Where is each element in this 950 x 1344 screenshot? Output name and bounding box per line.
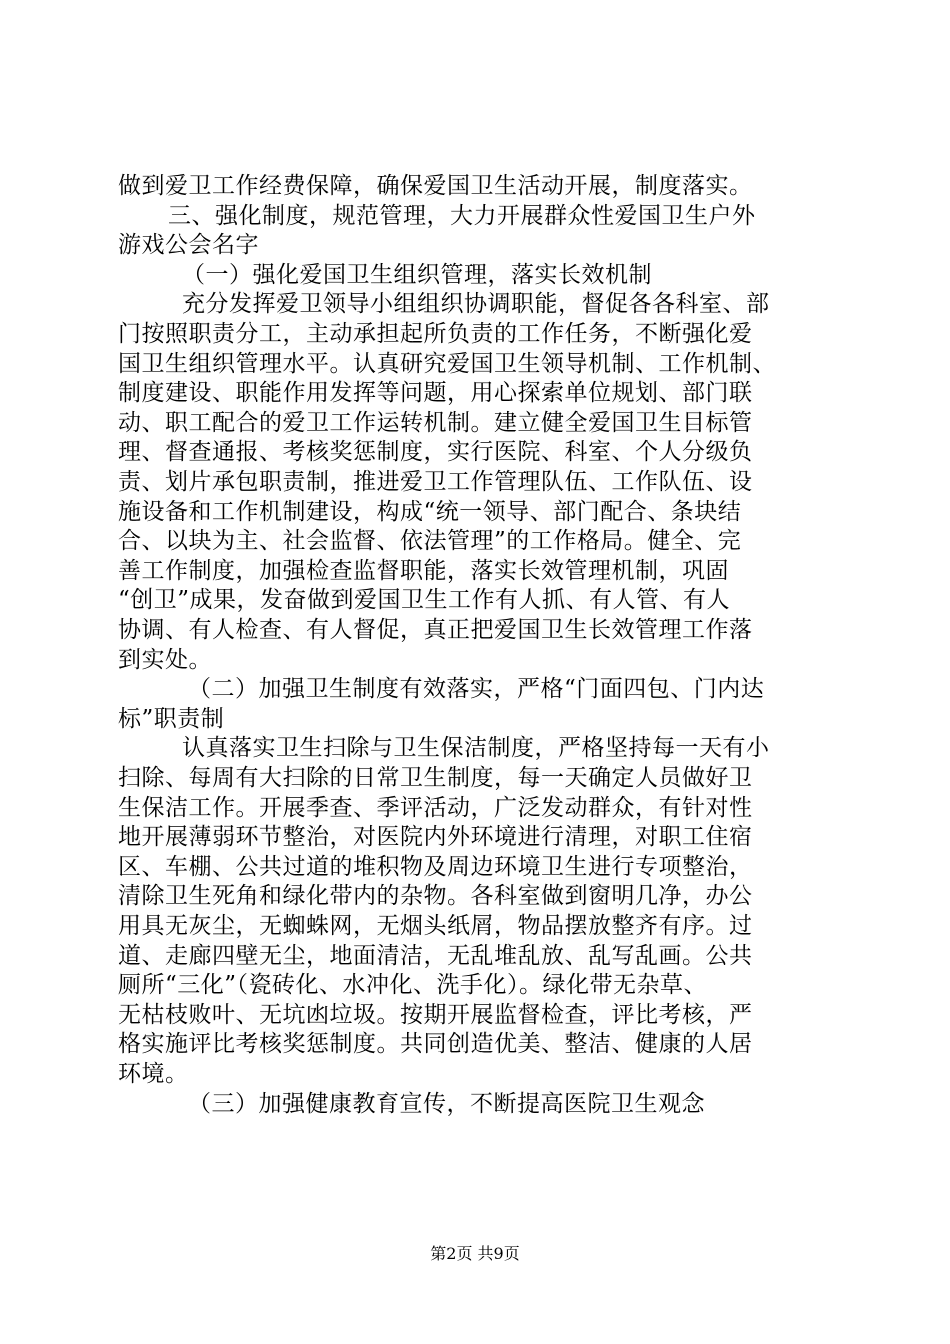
text-line: 到实处。 [118,647,212,673]
text-line: 制度建设、职能作用发挥等问题，用心探索单位规划、部门联 [118,380,753,406]
text-line: 责、划片承包职责制，推进爱卫工作管理队伍、工作队伍、设 [118,469,753,495]
subsection-heading: （二）加强卫生制度有效落实，严格“门面四包、门内达 [188,676,765,702]
section-heading-continued: 游戏公会名字 [118,232,259,258]
text-line: 协调、有人检查、有人督促，真正把爱国卫生长效管理工作落 [118,617,753,643]
text-line: 生保洁工作。开展季查、季评活动，广泛发动群众，有针对性 [118,795,753,821]
text-line: 无枯枝败叶、无坑凼垃圾。按期开展监督检查，评比考核，严 [118,1002,753,1028]
text-line: 认真落实卫生扫除与卫生保洁制度，严格坚持每一天有小 [182,735,770,761]
text-line: 地开展薄弱环节整治，对医院内外环境进行清理，对职工住宿 [118,824,753,850]
text-line: 环境。 [118,1061,189,1087]
text-line: 做到爱卫工作经费保障，确保爱国卫生活动开展，制度落实。 [118,173,753,199]
text-line: 用具无灰尘，无蜘蛛网，无烟头纸屑，物品摆放整齐有序。过 [118,913,753,939]
text-line: 合、以块为主、社会监督、依法管理”的工作格局。健全、完 [118,528,742,554]
text-line: 善工作制度，加强检查监督职能，落实长效管理机制，巩固 [118,558,729,584]
text-line: 格实施评比考核奖惩制度。共同创造优美、整洁、健康的人居 [118,1031,753,1057]
subsection-heading-continued: 标”职责制 [118,706,225,732]
text-line: 扫除、每周有大扫除的日常卫生制度，每一天确定人员做好卫 [118,765,753,791]
text-line: 理、督查通报、考核奖惩制度，实行医院、科室、个人分级负 [118,439,753,465]
text-line: 门按照职责分工，主动承担起所负责的工作任务，不断强化爱 [118,321,753,347]
text-line: 道、走廊四壁无尘，地面清洁，无乱堆乱放、乱写乱画。公共 [118,943,753,969]
text-line: 施设备和工作机制建设，构成“统一领导、部门配合、条块结 [118,499,742,525]
subsection-heading: （一）强化爱国卫生组织管理，落实长效机制 [182,262,652,288]
subsection-heading: （三）加强健康教育宣传，不断提高医院卫生观念 [188,1091,705,1117]
text-line: 国卫生组织管理水平。认真研究爱国卫生领导机制、工作机制、 [118,351,776,377]
text-line: 动、职工配合的爱卫工作运转机制。建立健全爱国卫生目标管 [118,410,753,436]
text-line: 清除卫生死角和绿化带内的杂物。各科室做到窗明几净，办公 [118,883,753,909]
section-heading: 三、强化制度，规范管理，大力开展群众性爱国卫生户外 [168,203,756,229]
text-line: 厕所“三化”（瓷砖化、水冲化、洗手化）。绿化带无杂草、 [118,972,708,998]
text-line: 充分发挥爱卫领导小组组织协调职能，督促各各科室、部 [182,291,770,317]
page-number-footer: 第2页 共9页 [430,1244,520,1263]
text-line: 区、车棚、公共过道的堆积物及周边环境卫生进行专项整治， [118,854,753,880]
text-line: “创卫”成果，发奋做到爱国卫生工作有人抓、有人管、有人 [118,587,731,613]
